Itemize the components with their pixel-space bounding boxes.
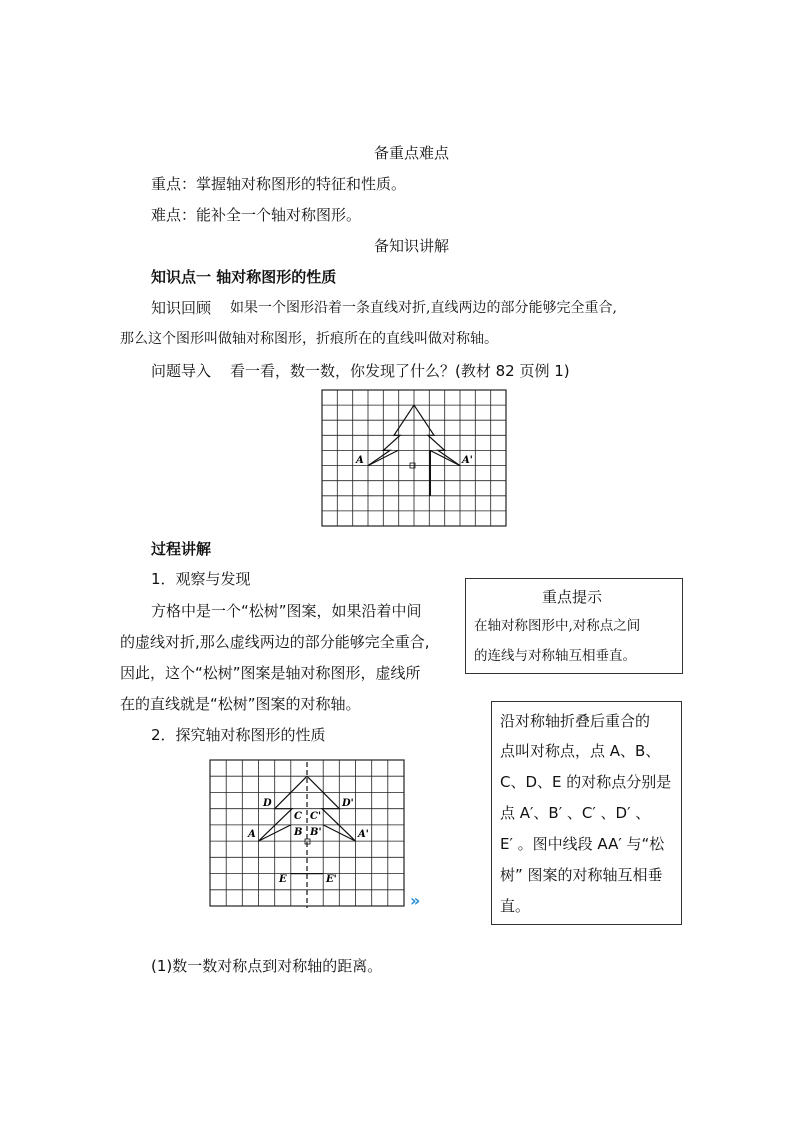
note-line-7: 直。 (500, 897, 531, 915)
review-line-1: 如果一个图形沿着一条直线对折,直线两边的部分能够完全重合, (230, 300, 617, 316)
intro-label: 问题导入 (151, 362, 212, 380)
label-a-prime: A' (462, 455, 473, 466)
review-label: 知识回顾 (151, 299, 212, 317)
intro-text: 看一看，数一数，你发现了什么？(教材 82 页例 1) (230, 362, 570, 380)
label-a: A (248, 829, 256, 840)
step2-title: 2．探究轴对称图形的性质 (151, 726, 326, 744)
pine-tree-grid-figure-1 (320, 388, 510, 530)
step1-line-3: 因此，这个“松树”图案是轴对称图形，虚线所 (120, 664, 421, 682)
label-a-prime: A' (358, 829, 369, 840)
question-1: (1)数一数对称点到对称轴的距离。 (151, 957, 383, 975)
step1-title: 1．观察与发现 (151, 570, 251, 588)
key-tip-box (465, 578, 683, 674)
review-line-2: 那么这个图形叫做轴对称图形，折痕所在的直线叫做对称轴。 (120, 331, 498, 347)
process-heading: 过程讲解 (151, 540, 212, 558)
label-c: C (294, 811, 302, 822)
symmetric-points-note-box (491, 701, 682, 925)
label-c-prime: C' (310, 811, 322, 822)
note-line-5: E′ 。图中线段 AA′ 与“松 (500, 835, 665, 853)
step1-line-4: 在的直线就是“松树”图案的对称轴。 (120, 695, 361, 713)
note-line-2: 点叫对称点，点 A、B、 (500, 742, 661, 760)
step1-line-1: 方格中是一个“松树”图案，如果沿着中间 (151, 602, 422, 620)
continue-arrow-icon: » (410, 891, 421, 910)
tip-box-line-2: 的连线与对称轴互相垂直。 (474, 648, 636, 664)
note-line-6: 树” 图案的对称轴互相垂 (500, 866, 663, 884)
section-heading-knowledge: 备知识讲解 (374, 237, 450, 255)
step1-line-2: 的虚线对折,那么虚线两边的部分能够完全重合, (120, 633, 430, 651)
key-point-text: 重点：掌握轴对称图形的特征和性质。 (151, 175, 407, 193)
section-heading-key-points: 备重点难点 (374, 144, 450, 162)
pine-tree-grid-figure-2 (208, 758, 408, 910)
label-e-prime: E' (326, 874, 337, 885)
knowledge-point-title: 知识点一 轴对称图形的性质 (151, 268, 337, 286)
tip-box-line-1: 在轴对称图形中,对称点之间 (474, 618, 641, 634)
tip-box-title: 重点提示 (542, 588, 603, 606)
grid-lines (322, 390, 506, 526)
label-b: B (294, 827, 303, 838)
label-d-prime: D' (342, 798, 354, 809)
label-b-prime: B' (310, 827, 322, 838)
label-d: D (263, 798, 272, 809)
label-e: E (279, 874, 287, 885)
note-line-3: C、D、E 的对称点分别是 (500, 773, 672, 791)
note-line-1: 沿对称轴折叠后重合的 (500, 712, 651, 730)
note-line-4: 点 A′、B′ 、C′ 、D′ 、 (500, 804, 651, 822)
label-a: A (356, 455, 364, 466)
difficulty-text: 难点：能补全一个轴对称图形。 (151, 206, 362, 224)
